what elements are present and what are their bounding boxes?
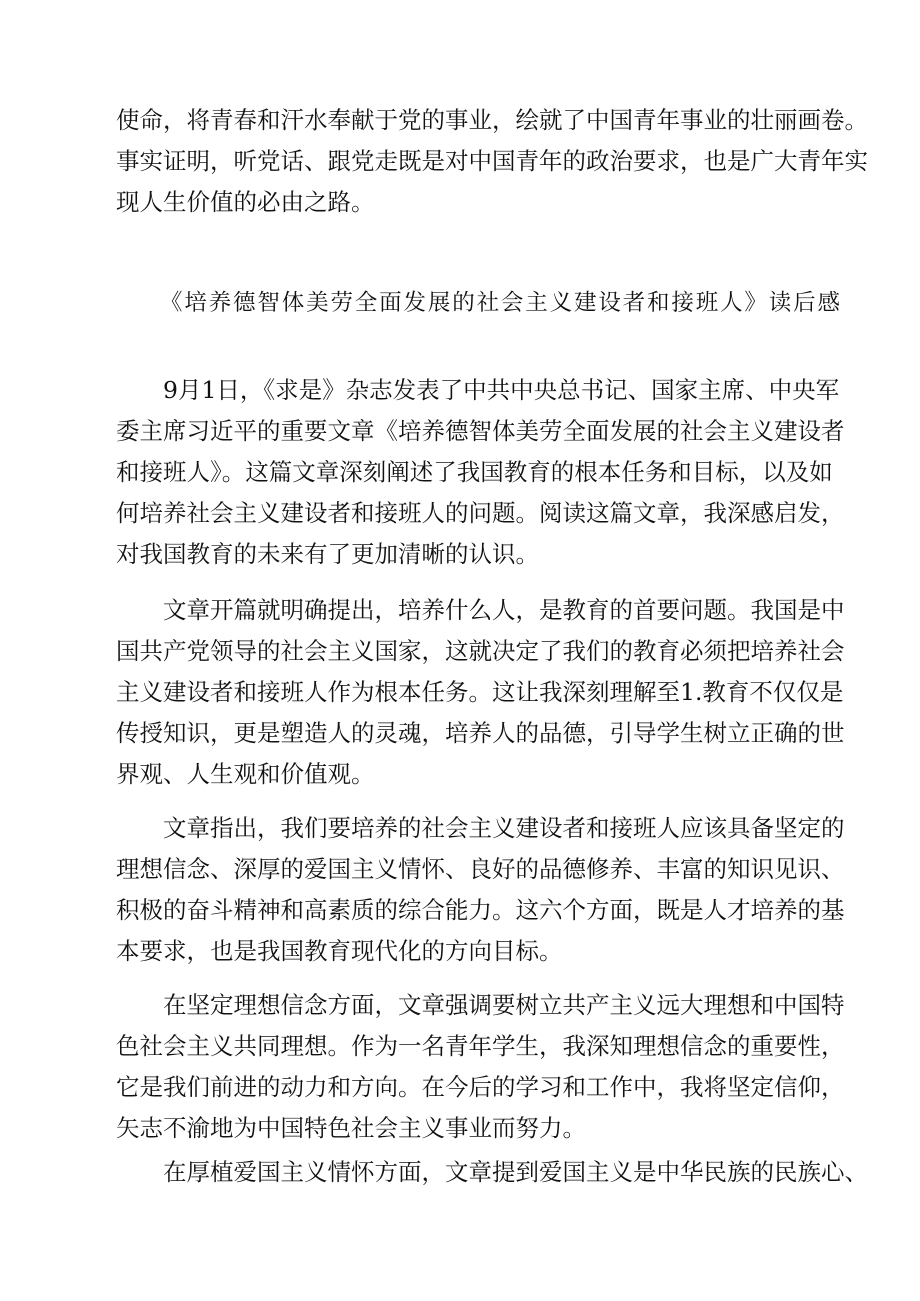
body-line-12: 理想信念、深厚的爱国主义情怀、良好的品德修养、丰富的知识见识、	[116, 855, 845, 883]
body-line-7: 国共产党领导的社会主义国家，这就决定了我们的教育必须把培养社会	[116, 637, 845, 665]
body-line-2: 委主席习近平的重要文章《培养德智体美劳全面发展的社会主义建设者	[116, 417, 845, 445]
body-line-10: 界观、人生观和价值观。	[116, 760, 375, 788]
body-line-18: 矢志不渝地为中国特色社会主义事业而努力。	[116, 1114, 586, 1142]
body-line-15: 在坚定理想信念方面，文章强调要树立共产主义远大理想和中国特	[163, 991, 845, 1019]
body-line-14: 本要求，也是我国教育现代化的方向目标。	[116, 937, 563, 965]
body-line-8: 主义建设者和接班人作为根本任务。这让我深刻理解至1.教育不仅仅是	[116, 678, 844, 706]
body-line-17: 它是我们前进的动力和方向。在今后的学习和工作中，我将坚定信仰，	[116, 1073, 845, 1101]
body-line-3: 和接班人》。这篇文章深刻阐述了我国教育的根本任务和目标，以及如	[116, 458, 833, 486]
intro-line-2: 事实证明，听党话、跟党走既是对中国青年的政治要求，也是广大青年实	[116, 147, 868, 175]
body-line-19: 在厚植爱国主义情怀方面，文章提到爱国主义是中华民族的民族心、	[163, 1158, 868, 1186]
body-line-11: 文章指出，我们要培养的社会主义建设者和接班人应该具备坚定的	[163, 814, 845, 842]
body-line-1: 9月1日，《求是》杂志发表了中共中央总书记、国家主席、中央军	[163, 376, 840, 404]
intro-line-1: 使命，将青春和汗水奉献于党的事业，绘就了中国青年事业的壮丽画卷。	[116, 106, 868, 134]
body-line-4: 何培养社会主义建设者和接班人的问题。阅读这篇文章，我深感启发，	[116, 499, 845, 527]
body-line-13: 积极的奋斗精神和高素质的综合能力。这六个方面，既是人才培养的基	[116, 896, 845, 924]
article-title: 《培养德智体美劳全面发展的社会主义建设者和接班人》读后感	[160, 290, 840, 316]
body-line-6: 文章开篇就明确提出，培养什么人，是教育的首要问题。我国是中	[163, 596, 845, 624]
body-line-16: 色社会主义共同理想。作为一名青年学生，我深知理想信念的重要性，	[116, 1032, 845, 1060]
intro-line-3: 现人生价值的必由之路。	[116, 188, 375, 216]
body-line-5: 对我国教育的未来有了更加清晰的认识。	[116, 540, 539, 568]
body-line-9: 传授知识，更是塑造人的灵魂，培养人的品德，引导学生树立正确的世	[116, 719, 845, 747]
